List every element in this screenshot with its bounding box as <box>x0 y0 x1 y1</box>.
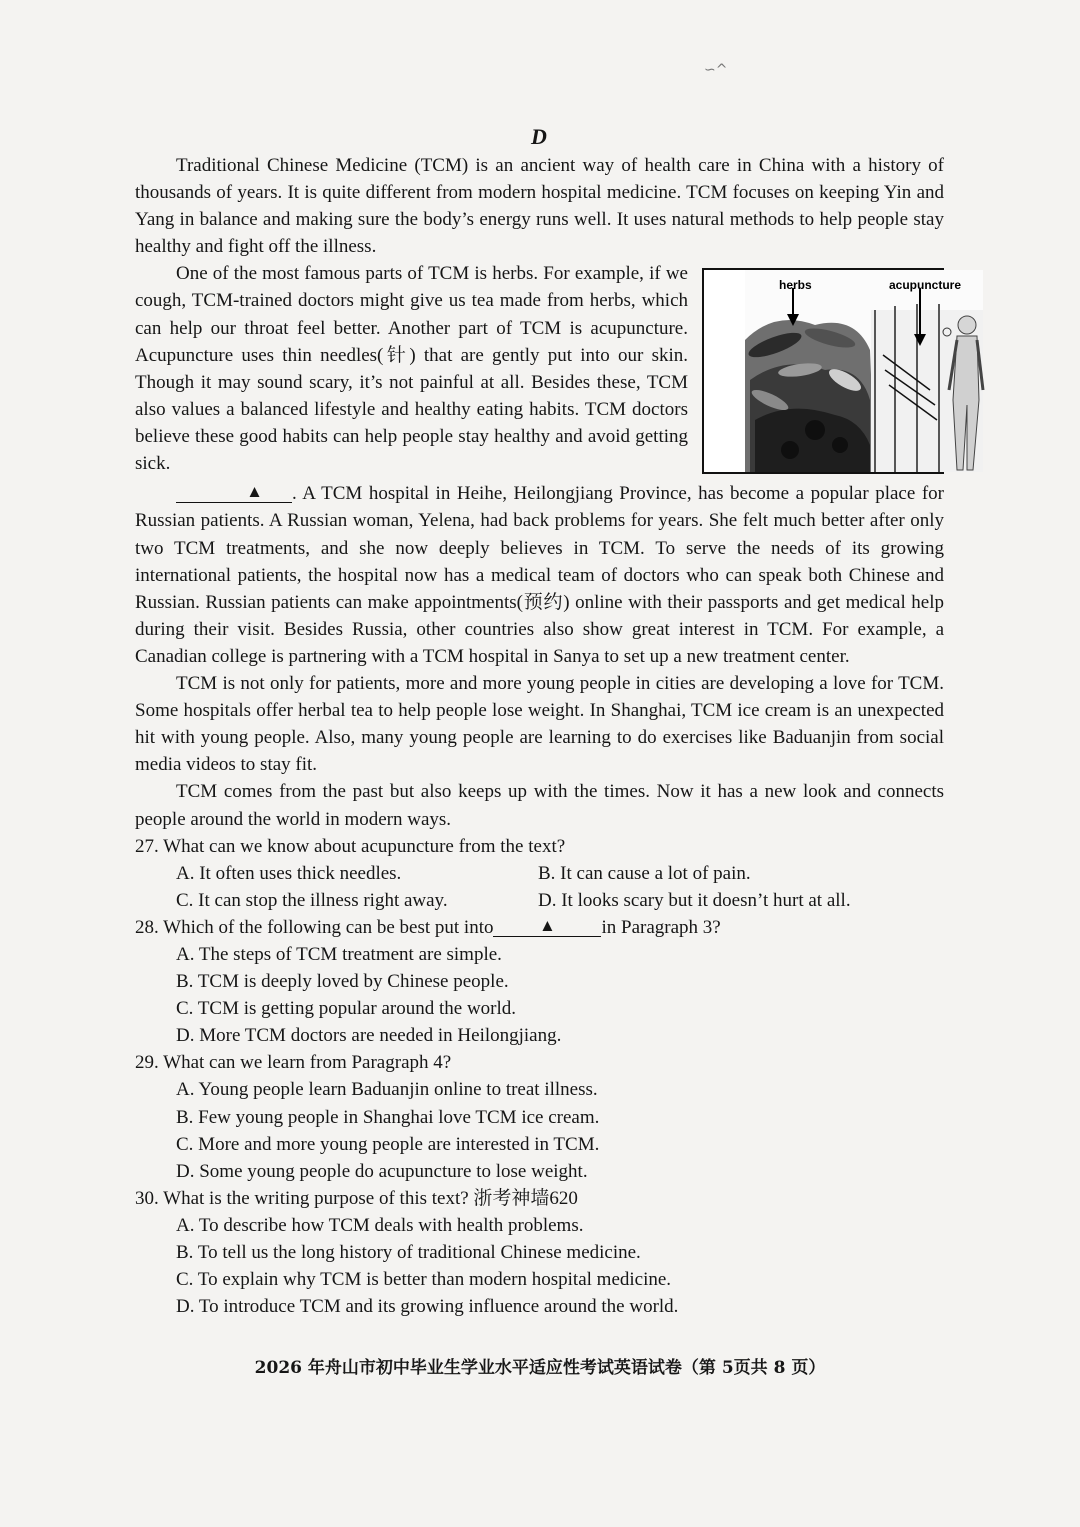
question-28 <box>135 914 944 1049</box>
option-d: D. To introduce TCM and its growing influence around the world. <box>176 1296 679 1318</box>
question-stem: 29. What can we learn from Paragraph 4? <box>135 1052 452 1074</box>
page-footer: 2026 年舟山市初中毕业生学业水平适应性考试英语试卷（第 5页共 8 页） <box>254 1358 826 1378</box>
option-c: C. More and more young people are interested in TCM. <box>176 1133 600 1155</box>
option-d: D. Some young people do acupuncture to lose weight. <box>176 1160 588 1182</box>
option-c: C. It can stop the illness right away. <box>176 889 448 911</box>
option-c: C. To explain why TCM is better than modern hospital medicine. <box>176 1269 672 1291</box>
herbs-acupuncture-image <box>745 270 983 472</box>
option-a: A. It often uses thick needles. <box>176 862 402 884</box>
question-stem: 27. What can we know about acupuncture from the text? <box>135 835 566 857</box>
option-b: B. Few young people in Shanghai love TCM ice cream. <box>176 1106 600 1128</box>
option-a: A. To describe how TCM deals with health problems. <box>176 1214 584 1236</box>
option-c: C. TCM is getting popular around the world. <box>176 998 517 1020</box>
question-27 <box>135 833 944 914</box>
option-b: B. TCM is deeply loved by Chinese people. <box>176 971 509 993</box>
paragraph-3-text: . A TCM hospital in Heihe, Heilongjiang Province, has become a popular place for Russian patients. A Russian woman, Yelena, had back problems for years. She felt much better after only two TCM treatments, and she now deeply believes in TCM. To serve the needs of its growing international patients, the hospital now has a medical team of doctors who can speak both Chinese and Russian. Russian patients can make appointments(预约) online with their passports and get medical help during their visit. Besides Russia, other countries also show great interest in TCM. For example, a Canadian college is partnering with a TCM hospital in Sanya to set up a new treatment center. <box>135 483 944 667</box>
acupuncture-label: acupuncture <box>889 278 962 293</box>
option-b: B. To tell us the long history of traditional Chinese medicine. <box>176 1242 641 1263</box>
section-title: D <box>531 124 547 149</box>
herbs-label: herbs <box>779 278 812 293</box>
paragraph-4: TCM is not only for patients, more and more young people in cities are developing a love for TCM. Some hospitals offer herbal tea to help people lose weight. In Shanghai, TCM ice cream is an unexpected hit with young people. Also, many young people are learning to do exercises like Baduanjin from social media videos to stay fit. <box>135 673 944 776</box>
paragraph-3 <box>135 480 944 670</box>
paragraph-1: Traditional Chinese Medicine (TCM) is an ancient way of health care in China with a history of thousands of years. It is quite different from modern hospital medicine. TCM focuses on keeping Yin and Yang in balance and making sure the body’s energy runs well. It uses natural methods to help people stay healthy and fight off the illness. <box>135 155 944 258</box>
tcm-illustration <box>702 268 962 474</box>
corner-mark: ∽^ <box>704 62 728 78</box>
option-d: D. It looks scary but it doesn’t hurt at all. <box>538 889 851 911</box>
answer-blank: ▲ <box>176 482 292 503</box>
paragraph-2 <box>135 260 962 477</box>
option-b: B. It can cause a lot of pain. <box>538 862 751 884</box>
option-d: D. More TCM doctors are needed in Heilongjiang. <box>176 1025 562 1047</box>
reading-passage <box>135 152 962 1320</box>
question-30 <box>135 1185 944 1320</box>
question-29 <box>135 1049 944 1184</box>
option-a: A. The steps of TCM treatment are simple. <box>176 943 502 965</box>
paragraph-2-text: One of the most famous parts of TCM is herbs. For example, if we cough, TCM-trained doctors might give us tea made from herbs, which can help our throat feel better. Another part of TCM is acupuncture. Acupuncture uses thin needles(针) that are gently put into our skin. Though it may sound scary, it’s not painful at all. Besides these, TCM also values a balanced lifestyle and healthy eating habits. TCM doctors believe these good habits can help people stay healthy and avoid getting sick. <box>135 263 688 475</box>
question-stem: 30. What is the writing purpose of this text? 浙考神墙620 <box>135 1187 578 1209</box>
option-a: A. Young people learn Baduanjin online to treat illness. <box>176 1079 598 1101</box>
question-stem: 28. Which of the following can be best put into ▲ in Paragraph 3? <box>135 915 721 938</box>
answer-blank: ▲ <box>493 916 601 937</box>
paragraph-5: TCM comes from the past but also keeps up with the times. Now it has a new look and connects people around the world in modern ways. <box>135 781 944 830</box>
